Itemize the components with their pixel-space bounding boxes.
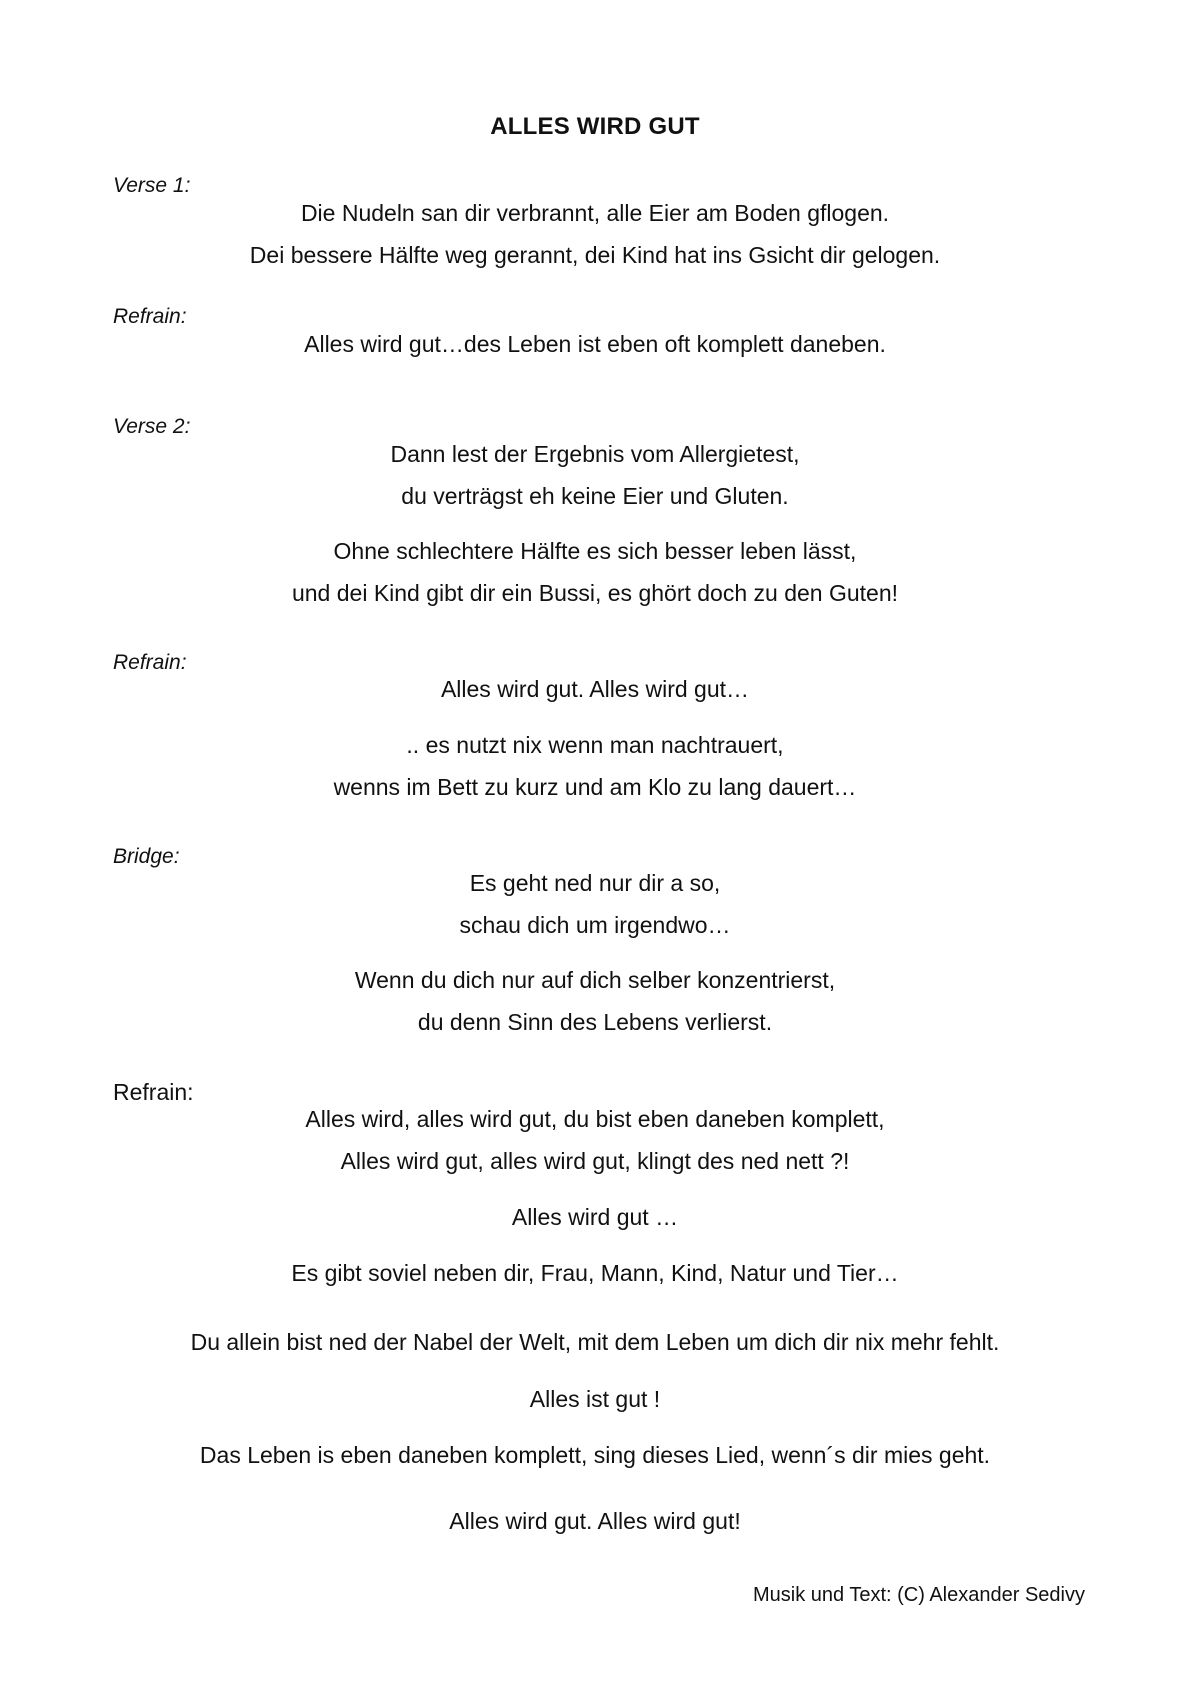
lyric-line: Ohne schlechtere Hälfte es sich besser leben lässt,	[333, 538, 857, 564]
section-label-refrain-1: Refrain:	[113, 305, 187, 328]
lyric-line: .. es nutzt nix wenn man nachtrauert,	[406, 732, 784, 758]
lyric-line: Alles wird gut …	[511, 1204, 679, 1230]
lyric-line: Dei bessere Hälfte weg gerannt, dei Kind hat ins Gsicht dir gelogen.	[249, 242, 941, 268]
lyric-line: Alles ist gut !	[529, 1386, 661, 1412]
lyric-line: Alles wird gut. Alles wird gut…	[440, 676, 750, 702]
lyric-line: schau dich um irgendwo…	[459, 912, 731, 938]
lyric-line: Es gibt soviel neben dir, Frau, Mann, Kind, Natur und Tier…	[291, 1260, 899, 1286]
lyric-line: Das Leben is eben daneben komplett, sing dieses Lied, wenn´s dir mies geht.	[199, 1442, 991, 1468]
lyric-line: Dann lest der Ergebnis vom Allergietest,	[390, 441, 800, 467]
section-label-refrain-2: Refrain:	[113, 651, 187, 674]
lyric-line: wenns im Bett zu kurz und am Klo zu lang dauert…	[333, 774, 857, 800]
section-label-bridge: Bridge:	[113, 845, 180, 868]
lyric-line: Alles wird gut, alles wird gut, klingt des ned nett ?!	[340, 1148, 850, 1174]
lyric-line: du denn Sinn des Lebens verlierst.	[417, 1009, 773, 1035]
section-label-verse-1: Verse 1:	[113, 174, 191, 197]
lyric-line: Alles wird gut. Alles wird gut!	[449, 1508, 741, 1534]
lyric-line: Wenn du dich nur auf dich selber konzentrierst,	[354, 967, 836, 993]
lyric-line: Alles wird gut…des Leben ist eben oft komplett daneben.	[304, 331, 886, 357]
lyric-line: du verträgst eh keine Eier und Gluten.	[401, 483, 789, 509]
song-title: ALLES WIRD GUT	[490, 113, 700, 140]
section-label-refrain-3: Refrain:	[113, 1079, 194, 1105]
section-label-verse-2: Verse 2:	[113, 415, 191, 438]
lyric-line: Alles wird, alles wird gut, du bist eben daneben komplett,	[305, 1106, 885, 1132]
lyric-line: Es geht ned nur dir a so,	[469, 870, 721, 896]
lyric-line: und dei Kind gibt dir ein Bussi, es ghört doch zu den Guten!	[291, 580, 899, 606]
lyric-line: Du allein bist ned der Nabel der Welt, mit dem Leben um dich dir nix mehr fehlt.	[190, 1329, 1000, 1355]
credit-line: Musik und Text: (C) Alexander Sedivy	[752, 1584, 1085, 1606]
lyric-line: Die Nudeln san dir verbrannt, alle Eier am Boden gflogen.	[300, 200, 890, 226]
